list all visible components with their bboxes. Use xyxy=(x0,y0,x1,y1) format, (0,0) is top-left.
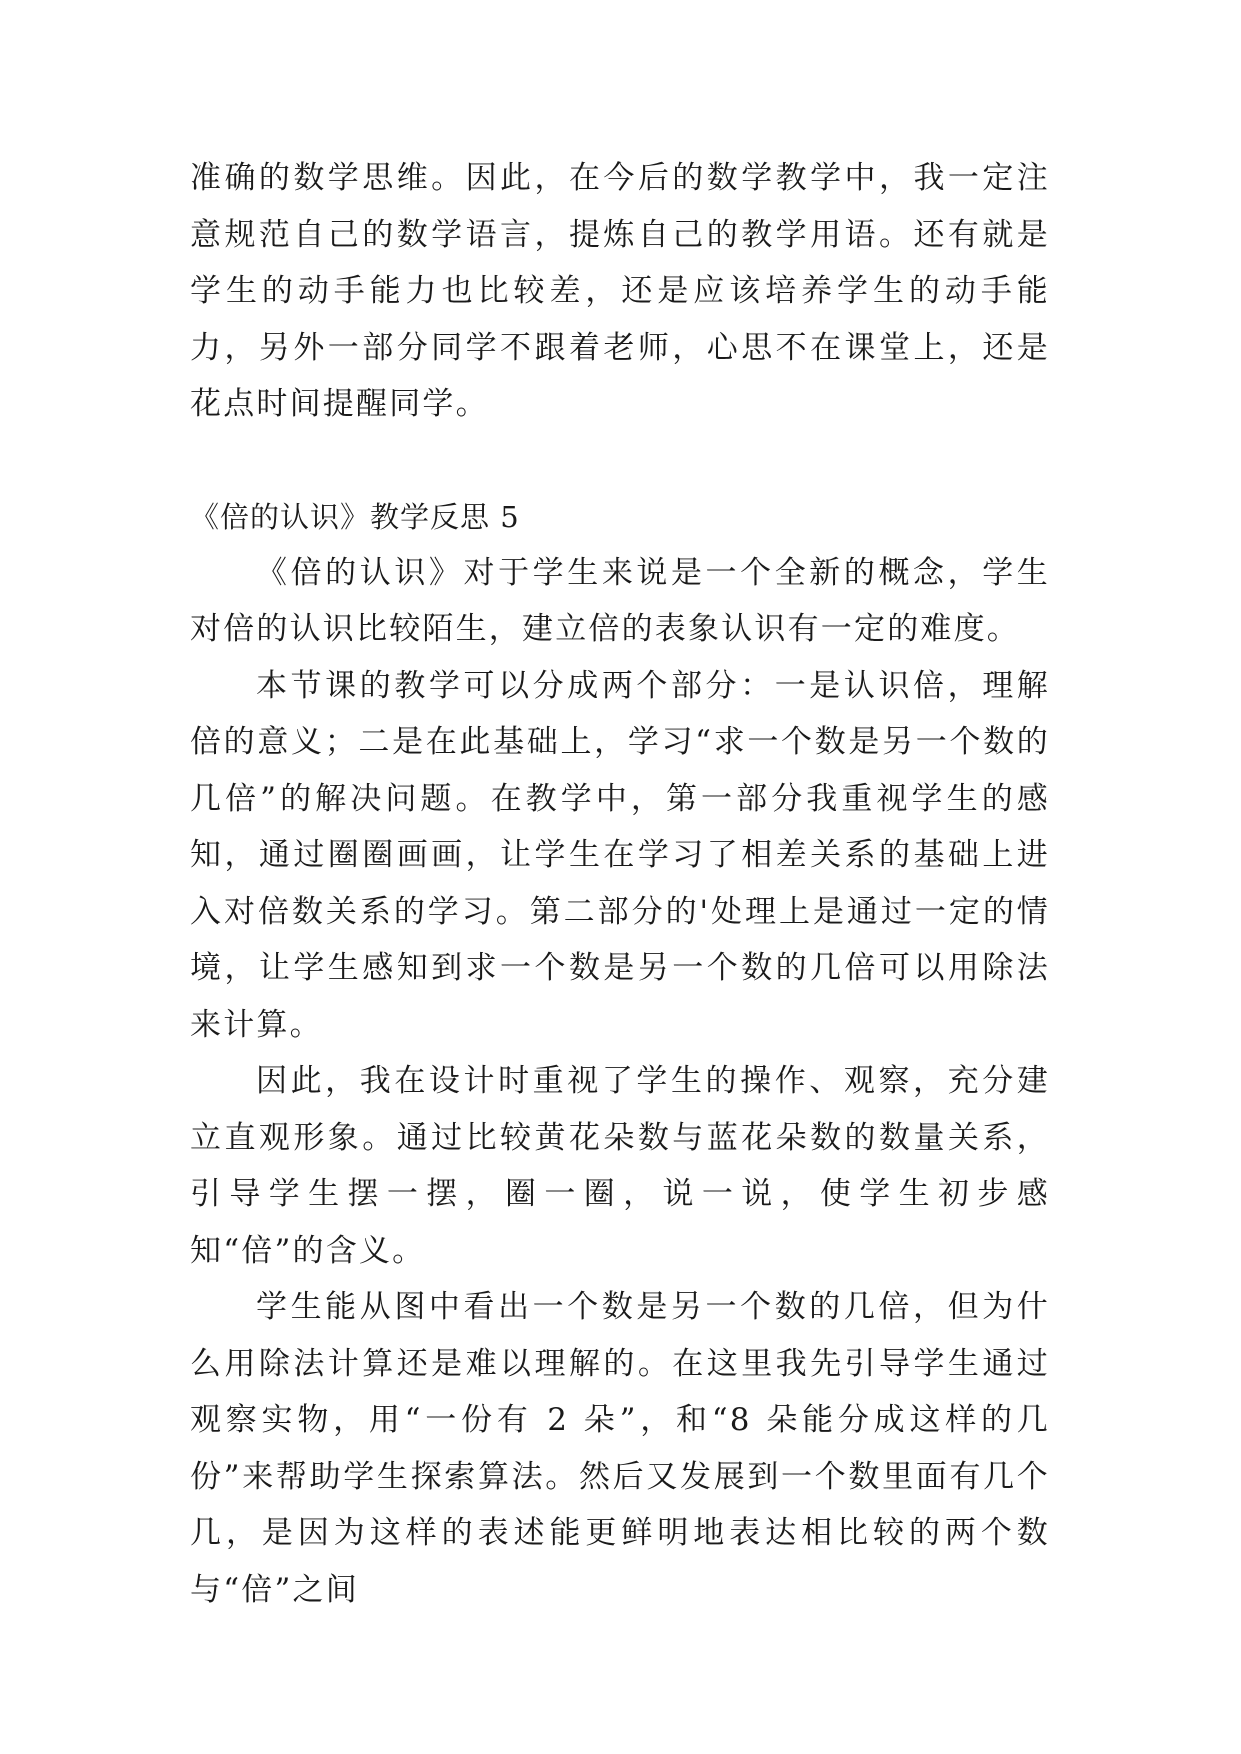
section-spacer xyxy=(190,433,1050,489)
paragraph: 本节课的教学可以分成两个部分：一是认识倍，理解倍的意义；二是在此基础上，学习“求一个数是另一个数的几倍”的解决问题。在教学中，第一部分我重视学生的感知，通过圈圈画画，让学生在学习了相差关系的基础上进入对倍数关系的学习。第二部分的'处理上是通过一定的情境，让学生感知到求一个数是另一个数的几倍可以用除法来计算。 xyxy=(190,667,1050,1043)
document-page xyxy=(190,150,1050,1618)
paragraph: 《倍的认识》对于学生来说是一个全新的概念，学生对倍的认识比较陌生，建立倍的表象认识有一定的难度。 xyxy=(190,554,1050,647)
section-title: 《倍的认识》教学反思 5 xyxy=(190,499,520,534)
paragraph: 学生能从图中看出一个数是另一个数的几倍，但为什么用除法计算还是难以理解的。在这里我先引导学生通过观察实物，用“一份有 2 朵”，和“8 朵能分成这样的几份”来帮助学生探索算法。然后又发展到一个数里面有几个几，是因为这样的表述能更鲜明地表达相比较的两个数与“倍”之间 xyxy=(190,1289,1050,1608)
paragraph: 因此，我在设计时重视了学生的操作、观察，充分建立直观形象。通过比较黄花朵数与蓝花朵数的数量关系，引导学生摆一摆，圈一圈，说一说，使学生初步感知“倍”的含义。 xyxy=(190,1063,1050,1269)
paragraph-continued: 准确的数学思维。因此，在今后的数学教学中，我一定注意规范自己的数学语言，提炼自己的教学用语。还有就是学生的动手能力也比较差，还是应该培养学生的动手能力，另外一部分同学不跟着老师，心思不在课堂上，还是花点时间提醒同学。 xyxy=(190,160,1050,422)
